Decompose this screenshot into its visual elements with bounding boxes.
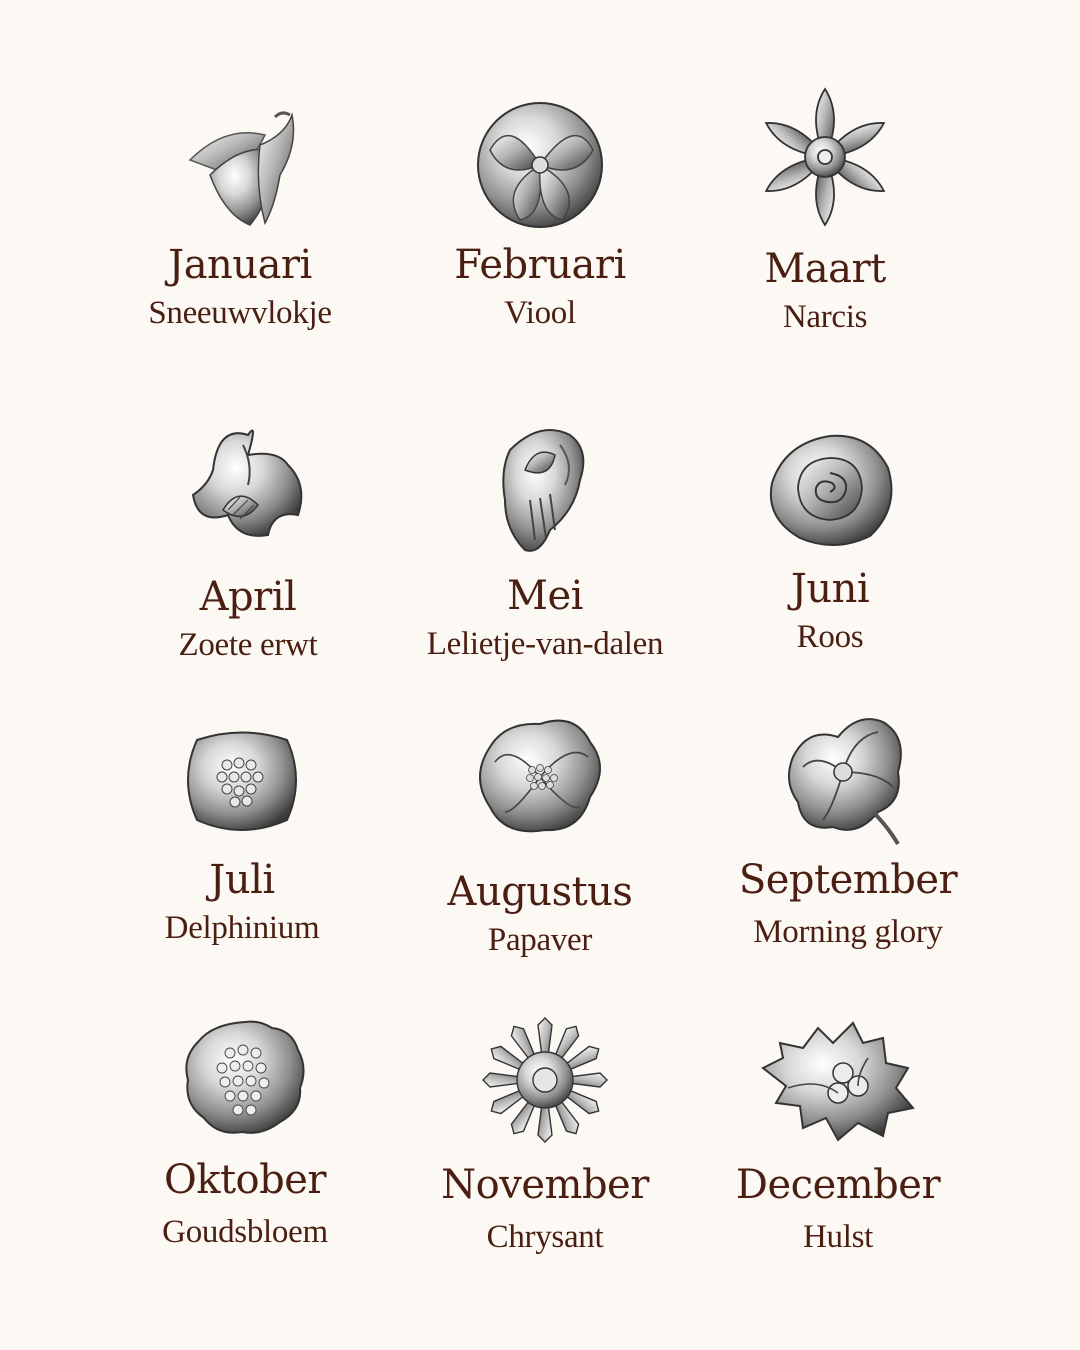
month-label: November bbox=[441, 1162, 649, 1208]
month-label: Maart bbox=[764, 246, 886, 292]
month-card-mei bbox=[385, 420, 705, 661]
month-label: Juni bbox=[790, 566, 870, 612]
month-card-maart bbox=[665, 85, 985, 334]
flower-label: Lelietje-van-dalen bbox=[426, 626, 664, 662]
violet-icon bbox=[465, 95, 615, 235]
month-card-november bbox=[385, 1015, 705, 1254]
flower-label: Roos bbox=[796, 619, 864, 655]
month-card-oktober bbox=[85, 1018, 405, 1249]
flower-label: Goudsbloem bbox=[162, 1214, 328, 1250]
flower-label: Morning glory bbox=[753, 914, 943, 950]
flower-label: Zoete erwt bbox=[178, 627, 318, 663]
holly-icon bbox=[758, 1018, 918, 1143]
month-label: Mei bbox=[507, 573, 583, 619]
month-label: Juli bbox=[209, 857, 275, 903]
flower-label: Chrysant bbox=[486, 1219, 604, 1255]
month-card-juni bbox=[670, 428, 990, 654]
month-label: December bbox=[735, 1162, 941, 1208]
daffodil-icon bbox=[750, 85, 900, 235]
delphinium-icon bbox=[177, 725, 307, 840]
flower-label: Narcis bbox=[782, 299, 868, 335]
morning-glory-icon bbox=[778, 712, 918, 852]
snowdrop-icon bbox=[170, 105, 310, 235]
sweet-pea-icon bbox=[178, 415, 318, 555]
flower-label: Hulst bbox=[802, 1219, 873, 1255]
lily-of-the-valley-icon bbox=[480, 420, 610, 560]
month-card-januari bbox=[80, 105, 400, 330]
month-card-februari bbox=[380, 95, 700, 330]
chrysanthemum-icon bbox=[480, 1015, 610, 1145]
rose-icon bbox=[760, 428, 900, 553]
month-label: Januari bbox=[168, 242, 312, 288]
month-label: April bbox=[199, 574, 297, 620]
flower-label: Papaver bbox=[487, 922, 593, 958]
month-label: Februari bbox=[454, 242, 626, 288]
month-label: September bbox=[738, 857, 958, 903]
flower-label: Viool bbox=[504, 295, 576, 331]
month-card-augustus bbox=[380, 712, 700, 957]
poppy-icon bbox=[470, 712, 610, 842]
month-card-september bbox=[688, 712, 1008, 949]
flower-label: Delphinium bbox=[164, 910, 320, 946]
marigold-icon bbox=[180, 1018, 310, 1138]
month-label: Augustus bbox=[447, 869, 633, 915]
month-card-december bbox=[678, 1018, 998, 1254]
month-card-juli bbox=[82, 725, 402, 945]
month-label: Oktober bbox=[163, 1157, 327, 1203]
flower-label: Sneeuwvlokje bbox=[148, 295, 332, 331]
month-card-april bbox=[88, 415, 408, 662]
